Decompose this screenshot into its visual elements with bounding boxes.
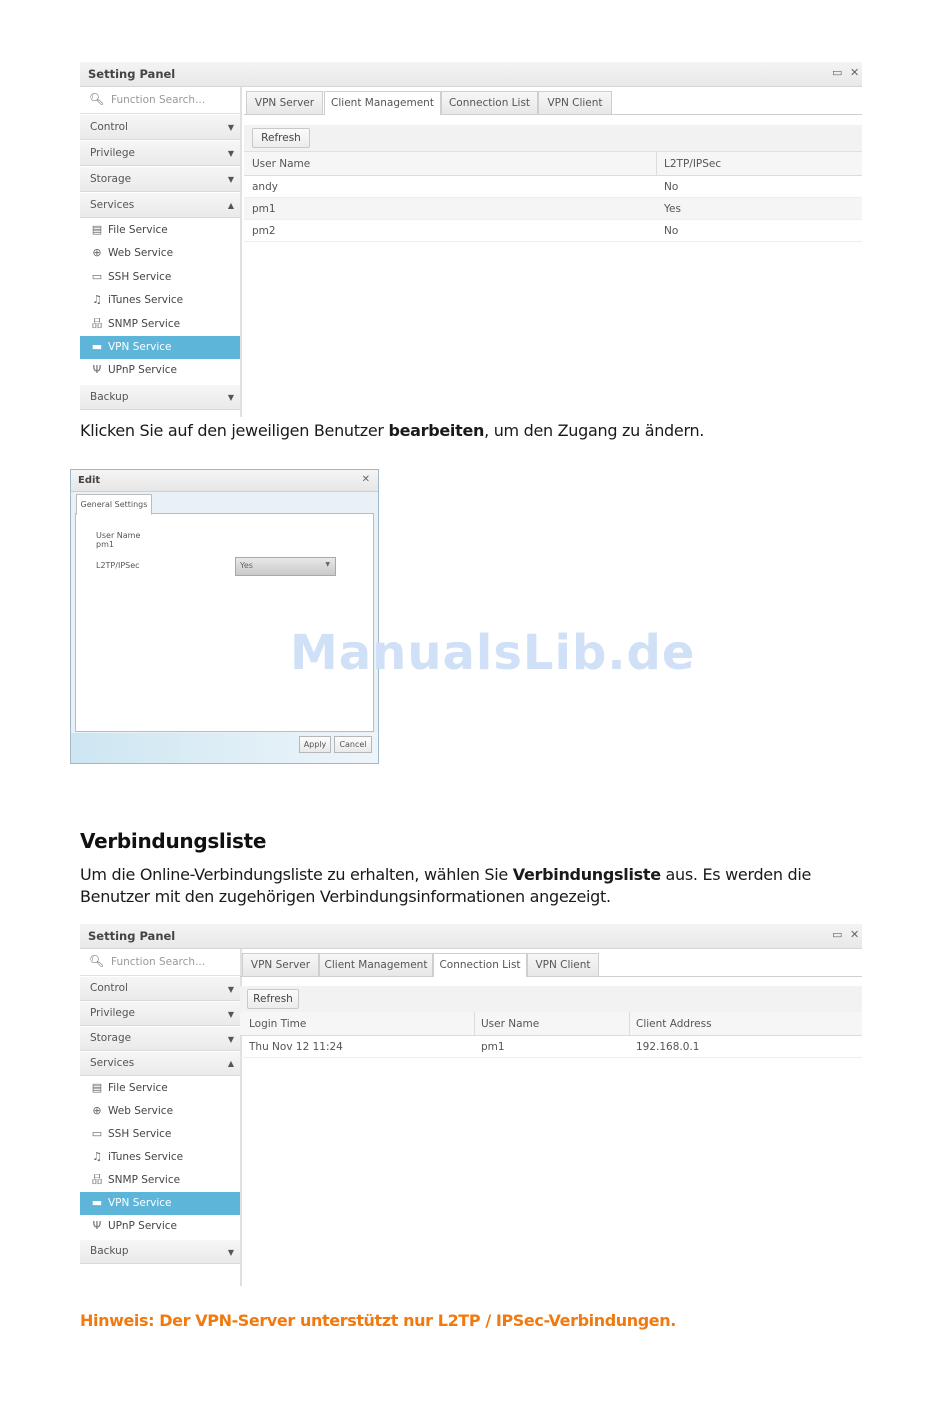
table-row[interactable] (244, 176, 862, 198)
chevron-down-icon: ▼ (227, 149, 234, 158)
cell-l2tp-ipsec: No (664, 225, 679, 237)
chevron-down-icon: ▼ (227, 175, 234, 184)
tab-general-settings[interactable]: General Settings (76, 494, 152, 515)
column-header-l2tp-ipsec[interactable]: L2TP/IPSec (664, 158, 722, 170)
sidebar-item-file-service[interactable] (80, 219, 240, 242)
sidebar-item-label: Web Service (108, 1105, 174, 1117)
sidebar-item-ssh-service[interactable] (80, 266, 240, 289)
cell-user-name: pm1 (481, 1041, 505, 1053)
network-tree-icon: 品 (91, 317, 103, 330)
tab-vpn-server[interactable]: VPN Server (242, 953, 319, 976)
sidebar-item-snmp-service[interactable] (80, 313, 240, 336)
sidebar-item-label: iTunes Service (108, 294, 184, 306)
cell-client-address: 192.168.0.1 (636, 1041, 700, 1053)
sidebar (80, 949, 242, 1286)
chevron-down-icon: ▼ (227, 393, 234, 402)
category-storage[interactable] (80, 1026, 240, 1051)
search-icon: 🔍︎ (89, 92, 105, 106)
column-header-login-time[interactable]: Login Time (249, 1018, 307, 1030)
close-icon[interactable]: ✕ (850, 928, 860, 941)
sidebar-item-label: UPnP Service (108, 1220, 177, 1232)
setting-panel-client-management (80, 62, 862, 417)
chevron-down-icon: ▼ (227, 985, 234, 994)
section-paragraph-line1 (80, 865, 870, 884)
dialog-title-bar (71, 470, 378, 492)
function-search-input[interactable] (80, 87, 240, 114)
terminal-icon: ▭ (91, 1127, 103, 1140)
dialog-title: Edit (78, 475, 101, 486)
instruction-bold: bearbeiten (388, 421, 485, 440)
search-placeholder: Function Search... (111, 956, 206, 968)
category-backup[interactable] (80, 1239, 240, 1264)
category-label: Backup (90, 1245, 129, 1257)
sidebar-item-itunes-service[interactable] (80, 289, 240, 312)
sidebar-item-file-service[interactable] (80, 1077, 240, 1100)
sidebar-item-label: iTunes Service (108, 1151, 184, 1163)
cancel-button[interactable]: Cancel (334, 736, 372, 753)
chevron-down-icon: ▼ (227, 1035, 234, 1044)
section-paragraph-line2: Benutzer mit den zugehörigen Verbindungsinformationen angezeigt. (80, 887, 611, 906)
cell-l2tp-ipsec: No (664, 181, 679, 193)
tab-client-management[interactable]: Client Management (319, 953, 433, 976)
toolbar (244, 125, 862, 152)
cell-user-name: andy (252, 181, 278, 193)
cell-login-time: Thu Nov 12 11:24 (249, 1041, 343, 1053)
file-server-icon: ▤ (91, 223, 103, 236)
main-content (244, 87, 862, 417)
sidebar-item-web-service[interactable] (80, 242, 240, 265)
tab-vpn-server[interactable]: VPN Server (246, 91, 323, 114)
toolbar (240, 986, 862, 1013)
dialog-body (75, 513, 374, 732)
vpn-icon: ▬ (91, 340, 103, 353)
sidebar-item-label: VPN Service (108, 1197, 172, 1209)
category-label: Privilege (90, 147, 136, 159)
sidebar-item-label: SSH Service (108, 1128, 172, 1140)
instruction-text (80, 421, 704, 440)
watermark: ManualsLib.de (290, 625, 696, 681)
column-header-user-name[interactable]: User Name (481, 1018, 540, 1030)
sidebar-item-label: File Service (108, 224, 168, 236)
category-label: Storage (90, 1032, 132, 1044)
tab-connection-list[interactable]: Connection List (441, 91, 538, 114)
chevron-down-icon: ▼ (227, 1010, 234, 1019)
category-storage[interactable] (80, 166, 240, 192)
vpn-icon: ▬ (91, 1196, 103, 1209)
sidebar-item-label: Web Service (108, 247, 174, 259)
category-control[interactable] (80, 114, 240, 140)
l2tp-ipsec-label: L2TP/IPSec (96, 561, 140, 570)
instruction-after: , um den Zugang zu ändern. (484, 421, 705, 440)
close-icon[interactable]: ✕ (850, 66, 860, 79)
function-search-input[interactable] (80, 949, 240, 976)
sidebar-item-label: UPnP Service (108, 364, 177, 376)
edit-dialog (70, 469, 379, 764)
antenna-icon: Ψ (92, 363, 102, 376)
sidebar-item-ssh-service[interactable] (80, 1123, 240, 1146)
chevron-down-icon: ▼ (227, 1248, 234, 1257)
sidebar-item-vpn-service[interactable] (80, 1192, 240, 1215)
table-row[interactable] (240, 1036, 862, 1058)
para-bold: Verbindungsliste (512, 865, 661, 884)
category-label: Control (90, 982, 128, 994)
sidebar-item-upnp-service[interactable] (80, 359, 240, 382)
tab-bar (244, 87, 862, 115)
panel-title: Setting Panel (88, 67, 176, 81)
sidebar-item-itunes-service[interactable] (80, 1146, 240, 1169)
column-header-client-address[interactable]: Client Address (636, 1018, 712, 1030)
chevron-down-icon: ▼ (325, 561, 330, 568)
column-header-user-name[interactable]: User Name (252, 158, 311, 170)
table-row[interactable] (244, 198, 862, 220)
globe-icon: ⊕ (92, 1104, 102, 1117)
category-label: Storage (90, 173, 132, 185)
apply-button[interactable]: Apply (299, 736, 331, 753)
music-note-icon: ♫ (92, 293, 102, 306)
search-icon: 🔍︎ (89, 954, 105, 968)
sidebar-item-label: VPN Service (108, 341, 172, 353)
cell-user-name: pm2 (252, 225, 276, 237)
category-label: Backup (90, 391, 129, 403)
panel-title-bar (80, 62, 862, 87)
column-divider (629, 1012, 630, 1035)
table-header (244, 152, 862, 176)
antenna-icon: Ψ (92, 1219, 102, 1232)
tab-connection-list[interactable]: Connection List (433, 953, 527, 977)
category-label: Services (90, 199, 135, 211)
select-value: Yes (240, 561, 253, 570)
cell-user-name: pm1 (252, 203, 276, 215)
column-divider (656, 152, 657, 175)
table-row[interactable] (244, 220, 862, 242)
sidebar-item-label: SSH Service (108, 271, 172, 283)
tab-vpn-client[interactable]: VPN Client (527, 953, 599, 976)
sidebar-item-label: SNMP Service (108, 1174, 181, 1186)
category-label: Services (90, 1057, 135, 1069)
column-divider (474, 1012, 475, 1035)
dialog-footer (71, 733, 378, 763)
main-content (240, 949, 862, 1286)
user-name-label: User Name (96, 531, 141, 540)
network-tree-icon: 品 (91, 1173, 103, 1186)
chevron-down-icon: ▼ (227, 123, 234, 132)
restore-icon[interactable]: ▭ (832, 66, 843, 79)
chevron-up-icon: ▲ (227, 1059, 234, 1068)
section-heading: Verbindungsliste (80, 829, 267, 853)
para-after: aus. Es werden die (660, 865, 812, 884)
cell-l2tp-ipsec: Yes (664, 203, 681, 215)
restore-icon[interactable]: ▭ (832, 928, 843, 941)
category-label: Privilege (90, 1007, 136, 1019)
para-before: Um die Online-Verbindungsliste zu erhalten, wählen Sie (80, 865, 513, 884)
search-placeholder: Function Search... (111, 94, 206, 106)
category-privilege[interactable] (80, 1001, 240, 1026)
close-icon[interactable]: ✕ (361, 474, 370, 485)
category-label: Control (90, 121, 128, 133)
category-control[interactable] (80, 976, 240, 1001)
terminal-icon: ▭ (91, 270, 103, 283)
user-name-value: pm1 (96, 540, 114, 549)
category-services[interactable] (80, 1051, 240, 1076)
category-privilege[interactable] (80, 140, 240, 166)
globe-icon: ⊕ (92, 246, 102, 259)
tab-client-management[interactable]: Client Management (324, 91, 441, 115)
category-services[interactable] (80, 192, 240, 218)
sidebar-item-upnp-service[interactable] (80, 1215, 240, 1238)
chevron-up-icon: ▲ (227, 201, 234, 210)
music-note-icon: ♫ (92, 1150, 102, 1163)
refresh-button[interactable]: Refresh (247, 989, 299, 1009)
sidebar-item-label: File Service (108, 1082, 168, 1094)
panel-title-bar (80, 924, 862, 949)
note-text: Hinweis: Der VPN-Server unterstützt nur L2TP / IPSec-Verbindungen. (80, 1311, 676, 1330)
category-backup[interactable] (80, 384, 240, 410)
table-header (240, 1012, 862, 1036)
panel-title: Setting Panel (88, 929, 176, 943)
sidebar-item-label: SNMP Service (108, 318, 181, 330)
tab-vpn-client[interactable]: VPN Client (538, 91, 612, 114)
sidebar-item-vpn-service[interactable] (80, 336, 240, 359)
setting-panel-connection-list (80, 924, 862, 1286)
file-server-icon: ▤ (91, 1081, 103, 1094)
l2tp-ipsec-select[interactable] (235, 557, 336, 576)
instruction-before: Klicken Sie auf den jeweiligen Benutzer (80, 421, 389, 440)
refresh-button[interactable]: Refresh (252, 128, 310, 148)
tab-bar (240, 949, 862, 977)
sidebar-item-snmp-service[interactable] (80, 1169, 240, 1192)
sidebar (80, 87, 242, 417)
sidebar-item-web-service[interactable] (80, 1100, 240, 1123)
